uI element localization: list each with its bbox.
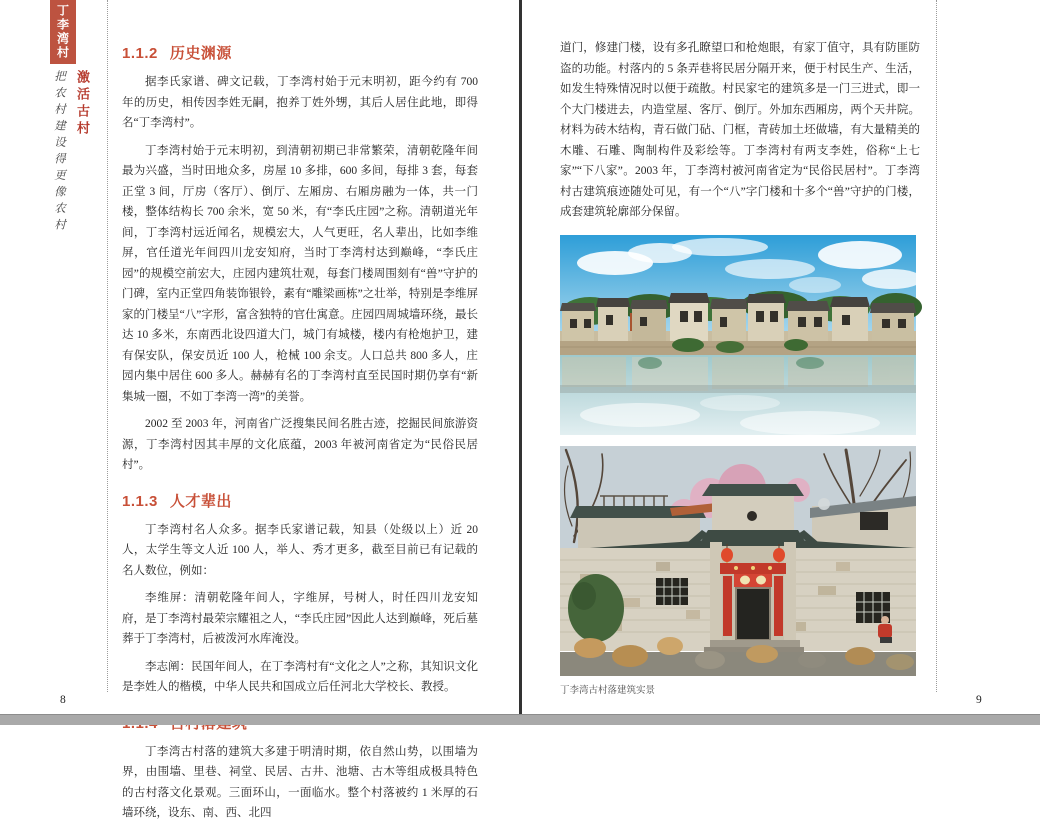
section-number: 1.1.3 [122, 492, 158, 510]
page-bottom-edge [0, 714, 1040, 725]
paragraph: 丁李湾古村落的建筑大多建于明清时期，依自然山势，以围墙为界，由围墙、里巷、祠堂、民居、古井、池塘、古木等组成极具特色的古村落文化景观。三面环山，一面临水。整个村落被约 1 米厚的石墙环绕，设东、南、西、北四 [122, 745, 478, 819]
section-number: 1.1.2 [122, 45, 158, 62]
book-title: 丁李湾村 [55, 4, 70, 60]
section-title: 历史渊源 [169, 45, 232, 62]
paragraph: 丁李湾村始于元末明初，到清朝初期已非常繁荣，清朝乾隆年间最为兴盛，当时田地众多，房屋 10 多排，600 多间，每排 3 套，每套正堂 3 间，厅房（客厅）、倒厅、左厢房、右厢房融为一体，共一门楼，整体结构长 700 余米，宽 50 米，有“李氏庄园”之称。清朝道光年间，丁李湾村远近闻名，规模宏大，人气更旺，名人辈出，比如李维屏，官任道光年间四川龙安知府，当时丁李湾村达到巅峰，“李氏庄园”的规模空前宏大，庄园内建筑壮观，每套门楼周围刻有“兽”守护的门碑，室内正堂四角装饰银铃，素有“雕梁画栋”之壮举，特别是李维屏家的门楼呈“八”字形，富含独特的官仕寓意。庄园四周城墙环绕，最长达 10 多米，东南西北设四道大门，城门有城楼，楼内有枪炮护卫，建有保安队，保安员近 100 人，枪械 100 余支。人口总共 800 多人，庄园内集中居住 600 多人。赫赫有名的丁李湾村直至民国时期仍享有“新集城一圈，不如丁李湾一湾”的美誉。 [122, 144, 478, 403]
right-page-content [560, 38, 920, 696]
couplet-right [774, 576, 783, 636]
page-number-left: 8 [60, 694, 66, 706]
bush [568, 574, 624, 642]
paragraph: 李维屏：清朝乾隆年间人，字维屏，号树人，时任四川龙安知府，是丁李湾村最荣宗耀祖之人，“李氏庄园”因此人达到巅峰，死后墓葬于丁李湾村，后被泼河水库淹没。 [122, 592, 478, 645]
stone-gatehouse-photo [560, 446, 916, 676]
section-heading-1-1-2 [122, 42, 478, 63]
paragraph: 李志阐：民国年间人，在丁李湾村有“文化之人”之称，其知识文化是李姓人的楷模，中华人民共和国成立后任河北大学校长、教授。 [122, 660, 478, 693]
paragraph: 道门，修建门楼，设有多孔瞭望口和枪炮眼，有家丁值守，具有防匪防盗的功能。村落内的 5 条弄巷将民居分隔开来，便于村民生产、生活，如发生特殊情况时以便于疏散。村民家宅的建筑多是一门三进式，即一个大门楼进去，内造堂屋、客厅、倒厅。外加东西厢房，两个天井院。材料为砖木结构，青石做门砧、门框，青砖加土坯做墙，有大量精美的木雕、石雕、陶制构件及彩绘等。丁李湾村有两支李姓，俗称“上七家”“下八家”。2003 年，丁李湾村被河南省定为“民俗民居村”。丁李湾村古建筑痕迹随处可见，有一个“八”字门楼和十多个“兽”守护的门楼，成套建筑轮廓部分保留。 [560, 42, 920, 218]
paragraph: 据李氏家谱、碑文记载，丁李湾村始于元末明初，距今约有 700 年的历史，相传因李姓无嗣，抱养丁姓外甥，其后人居住此地，即得名“丁李湾村”。 [122, 76, 478, 129]
page-number-right: 9 [976, 694, 982, 706]
right-page-dotted-rule [936, 0, 937, 692]
paragraph: 丁李湾村名人众多。据李氏家谱记载，知县（处级以上）近 20 人，太学生等文人近 100 人，举人、秀才更多，截至目前已有记载的名人数位，例如： [122, 523, 478, 577]
door [736, 588, 770, 640]
sidebar-slogan: 把农村建设得更像农村 [53, 70, 67, 235]
series-title: 激活古村 [75, 70, 90, 138]
section-heading-1-1-3 [122, 490, 478, 511]
gatehouse [698, 542, 810, 661]
water-reflection [560, 357, 916, 393]
photo-caption: 丁李湾古村落建筑实景 [560, 684, 656, 696]
left-page-dotted-rule [107, 0, 108, 692]
section-title: 人才辈出 [169, 492, 232, 510]
left-page-content [122, 40, 478, 819]
village-waterfront-photo [560, 235, 916, 435]
book-title-tab [50, 0, 76, 64]
village-buildings [560, 293, 916, 345]
book-spine-divider [519, 0, 522, 714]
paragraph: 2002 至 2003 年，河南省广泛搜集民间名胜古迹，挖掘民间旅游资源，丁李湾村因其丰厚的文化底蕴，2003 年被河南省定为“民俗民居村”。 [122, 418, 478, 471]
couplet-left [723, 576, 732, 636]
